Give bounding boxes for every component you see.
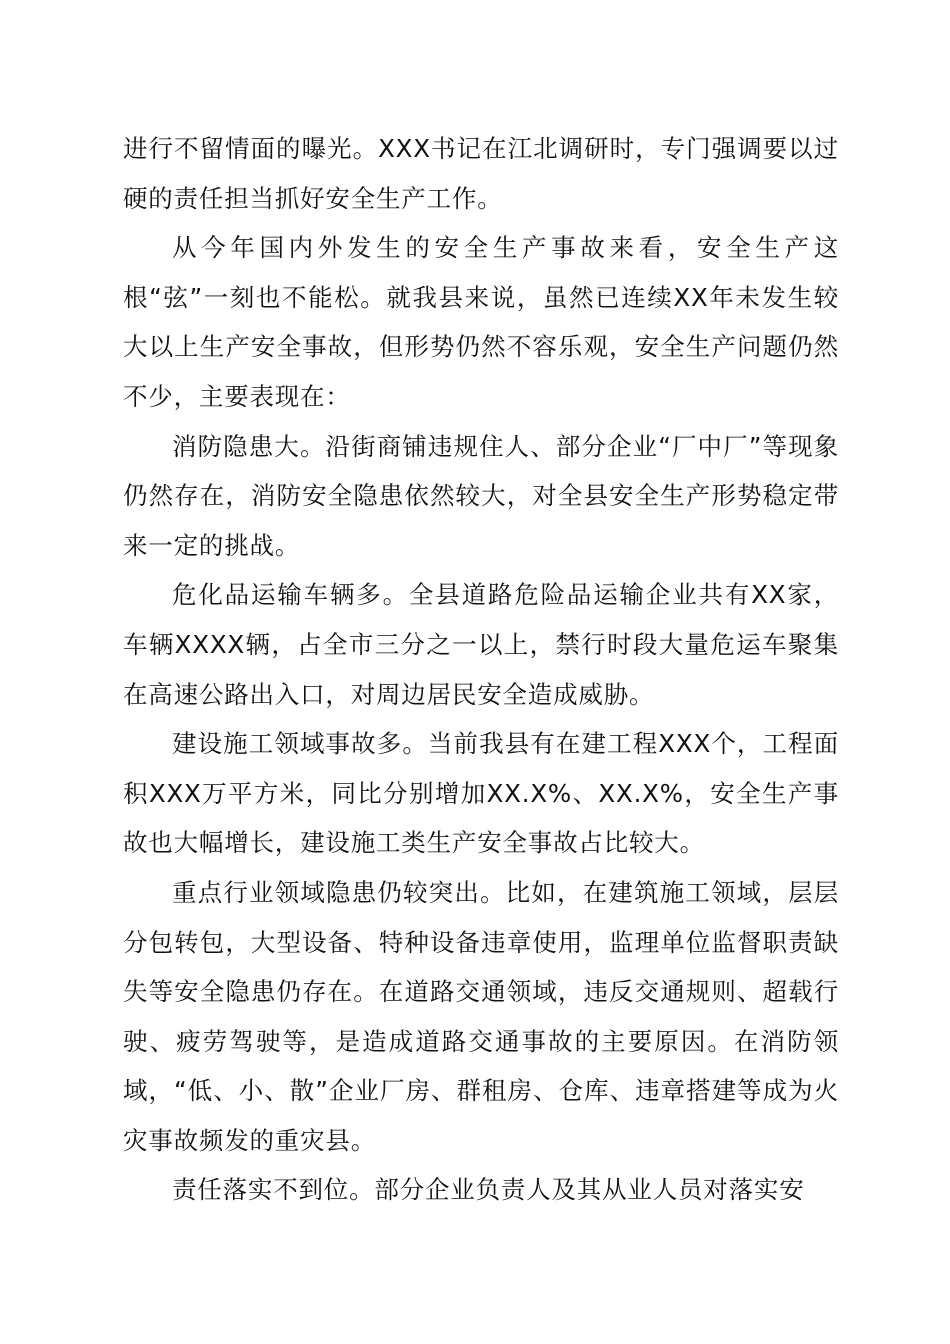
paragraph-exposure-continued: 进行不留情面的曝光。XXX书记在江北调研时，专门强调要以过硬的责任担当抓好安全生产工作。 — [123, 134, 839, 213]
paragraph-hazardous-vehicles: 危化品运输车辆多。全县道路危险品运输企业共有XX家，车辆XXXX辆，占全市三分之一以上，禁行时段大量危运车聚集在高速公路出入口，对周边居民安全造成威胁。 — [123, 580, 839, 709]
paragraph-responsibility: 责任落实不到位。部分企业负责人及其从业人员对落实安 — [172, 1175, 805, 1205]
paragraph-fire-hazards: 消防隐患大。沿街商铺违规住人、部分企业“厂中厂”等现象仍然存在，消防安全隐患依然较大，对全县安全生产形势稳定带来一定的挑战。 — [123, 431, 839, 560]
paragraph-construction-accidents: 建设施工领域事故多。当前我县有在建工程XXX个，工程面积XXX万平方米，同比分别增加XX.X%、XX.X%，安全生产事故也大幅增长，建设施工类生产安全事故占比较大。 — [123, 729, 839, 858]
document-body — [123, 124, 839, 1215]
paragraph-safety-situation: 从今年国内外发生的安全生产事故来看，安全生产这根“弦”一刻也不能松。就我县来说，虽然已连续XX年未发生较大以上生产安全事故，但形势仍然不容乐观，安全生产问题仍然不少，主要表现在： — [123, 233, 839, 411]
paragraph-key-industry-hazards: 重点行业领域隐患仍较突出。比如，在建筑施工领域，层层分包转包，大型设备、特种设备违章使用，监理单位监督职责缺失等安全隐患仍存在。在道路交通领域，违反交通规则、超载行驶、疲劳驾驶等，是造成道路交通事故的主要原因。在消防领域，“低、小、散”企业厂房、群租房、仓库、违章搭建等成为火灾事故频发的重灾县。 — [123, 877, 839, 1155]
